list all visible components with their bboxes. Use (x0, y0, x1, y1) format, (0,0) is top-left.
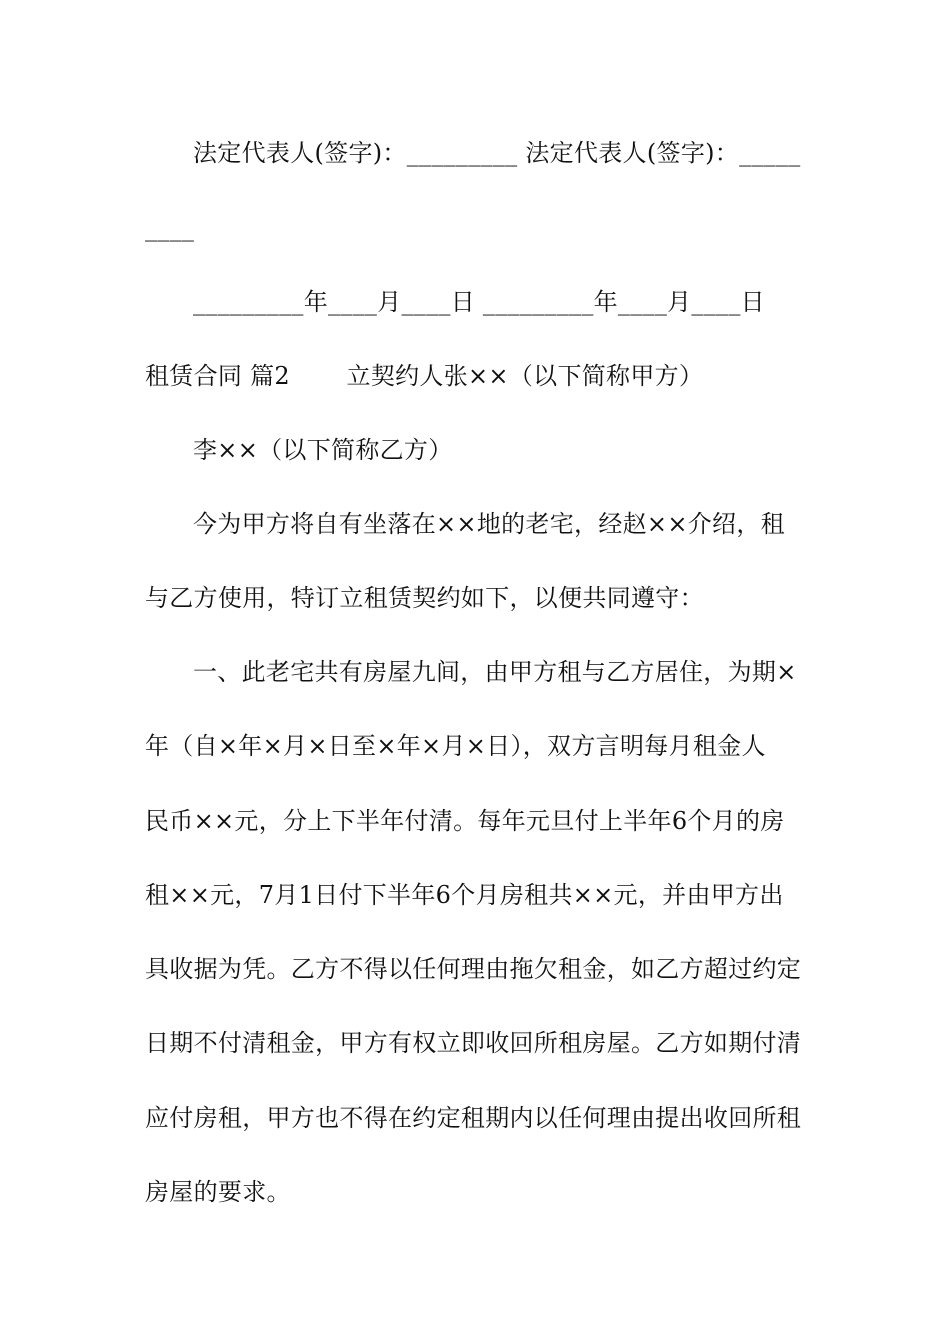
contract-heading-line: 租赁合同 篇2 立契约人张××（以下简称甲方） (145, 362, 704, 390)
clause-1-line-5: 具收据为凭。乙方不得以任何理由拖欠租金，如乙方超过约定 (145, 955, 802, 983)
paragraph-intro-line-2: 与乙方使用，特订立租赁契约如下，以便共同遵守： (145, 584, 704, 612)
signature-line-representatives: 法定代表人(签字)：_________ 法定代表人(签字)：_____ (193, 139, 801, 167)
signature-line-continuation: ____ (145, 214, 195, 242)
clause-1-line-6: 日期不付清租金，甲方有权立即收回所租房屋。乙方如期付清 (145, 1029, 802, 1057)
clause-1-line-8: 房屋的要求。 (145, 1178, 291, 1206)
paragraph-intro-line-1: 今为甲方将自有坐落在××地的老宅，经赵××介绍，租 (193, 510, 785, 538)
clause-1-line-2: 年（自×年×月×日至×年×月×日），双方言明每月租金人 (145, 732, 766, 760)
clause-1-line-7: 应付房租，甲方也不得在约定租期内以任何理由提出收回所租 (145, 1104, 802, 1132)
clause-1-line-3: 民币××元，分上下半年付清。每年元旦付上半年6个月的房 (145, 807, 785, 835)
clause-1-line-1: 一、此老宅共有房屋九间，由甲方租与乙方居住，为期× (193, 658, 797, 686)
party-b-line: 李××（以下简称乙方） (193, 436, 453, 464)
date-line: _________年____月____日 _________年____月____日 (193, 288, 765, 316)
clause-1-line-4: 租××元，7月1日付下半年6个月房租共××元，并由甲方出 (145, 881, 784, 909)
